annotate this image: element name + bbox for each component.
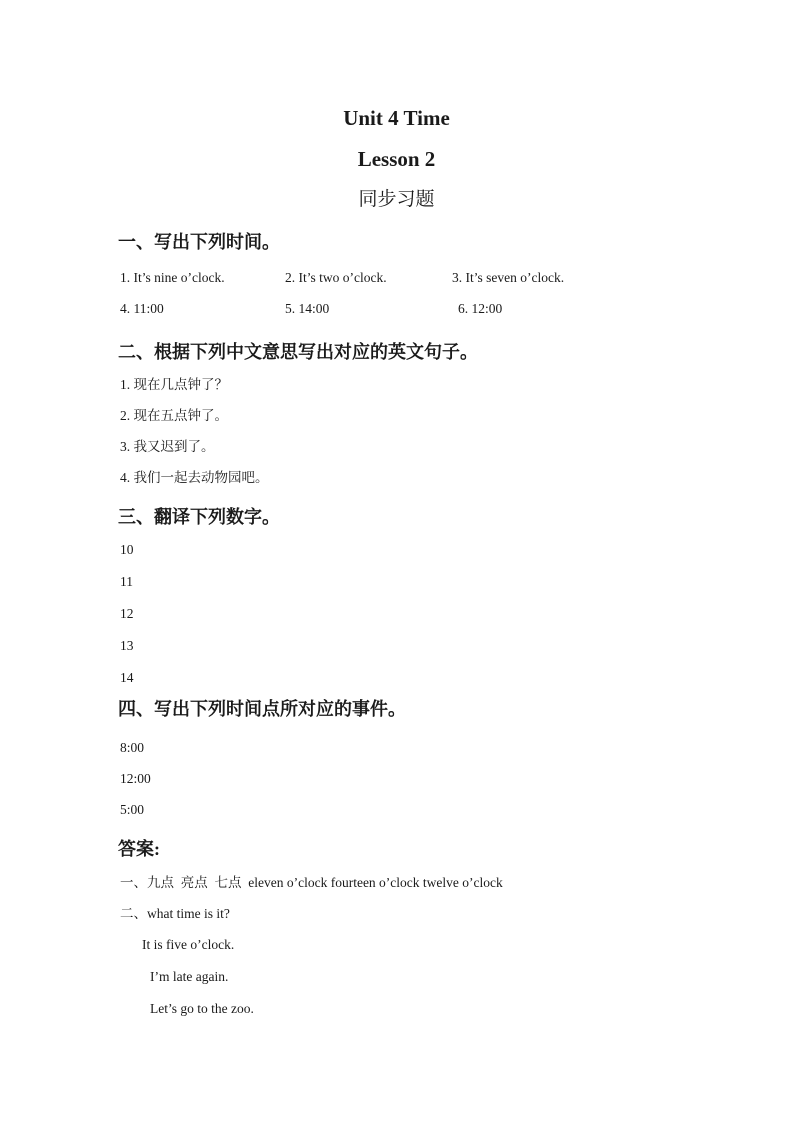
section-1-row-2 — [120, 300, 793, 318]
time-item-3: 5:00 — [120, 802, 145, 817]
answer-line-2: 二、what time is it? — [120, 906, 230, 921]
number-item-12: 12 — [120, 606, 134, 621]
exercise-item-3: 3. It’s seven o’clock. — [452, 270, 565, 285]
section-3-heading: 三、翻译下列数字。 — [118, 507, 280, 527]
section-4-heading: 四、写出下列时间点所对应的事件。 — [118, 699, 406, 719]
number-item-13: 13 — [120, 638, 134, 653]
answer-line-3: It is five o’clock. — [142, 937, 235, 952]
number-item-10: 10 — [120, 542, 134, 557]
time-item-1: 8:00 — [120, 740, 145, 755]
section-1-row-1 — [120, 269, 793, 287]
answers-heading: 答案: — [118, 839, 160, 859]
answer-line-5: Let’s go to the zoo. — [150, 1001, 254, 1016]
translate-item-3: 3. 我又迟到了。 — [120, 439, 215, 454]
section-1-heading: 一、写出下列时间。 — [118, 232, 280, 252]
exercise-item-4: 4. 11:00 — [120, 301, 164, 316]
translate-item-2: 2. 现在五点钟了。 — [120, 408, 228, 423]
exercise-item-6: 6. 12:00 — [458, 301, 503, 316]
translate-item-1: 1. 现在几点钟了？ — [120, 377, 228, 392]
exercise-item-1: 1. It’s nine o’clock. — [120, 270, 225, 285]
answer-line-4: I’m late again. — [150, 969, 229, 984]
time-item-2: 12:00 — [120, 771, 151, 786]
page-title: Unit 4 Time — [343, 106, 450, 130]
section-2-heading: 二、根据下列中文意思写出对应的英文句子。 — [118, 342, 478, 362]
number-item-14: 14 — [120, 670, 134, 685]
exercise-item-5: 5. 14:00 — [285, 301, 330, 316]
translate-item-4: 4. 我们一起去动物园吧。 — [120, 470, 269, 485]
exercise-item-2: 2. It’s two o’clock. — [285, 270, 387, 285]
answer-line-1: 一、九点 亮点 七点 eleven o’clock fourteen o’clock twelve o’clock — [120, 875, 503, 890]
number-item-11: 11 — [120, 574, 133, 589]
worksheet-subtitle: 同步习题 — [358, 189, 435, 210]
lesson-title: Lesson 2 — [357, 147, 436, 171]
